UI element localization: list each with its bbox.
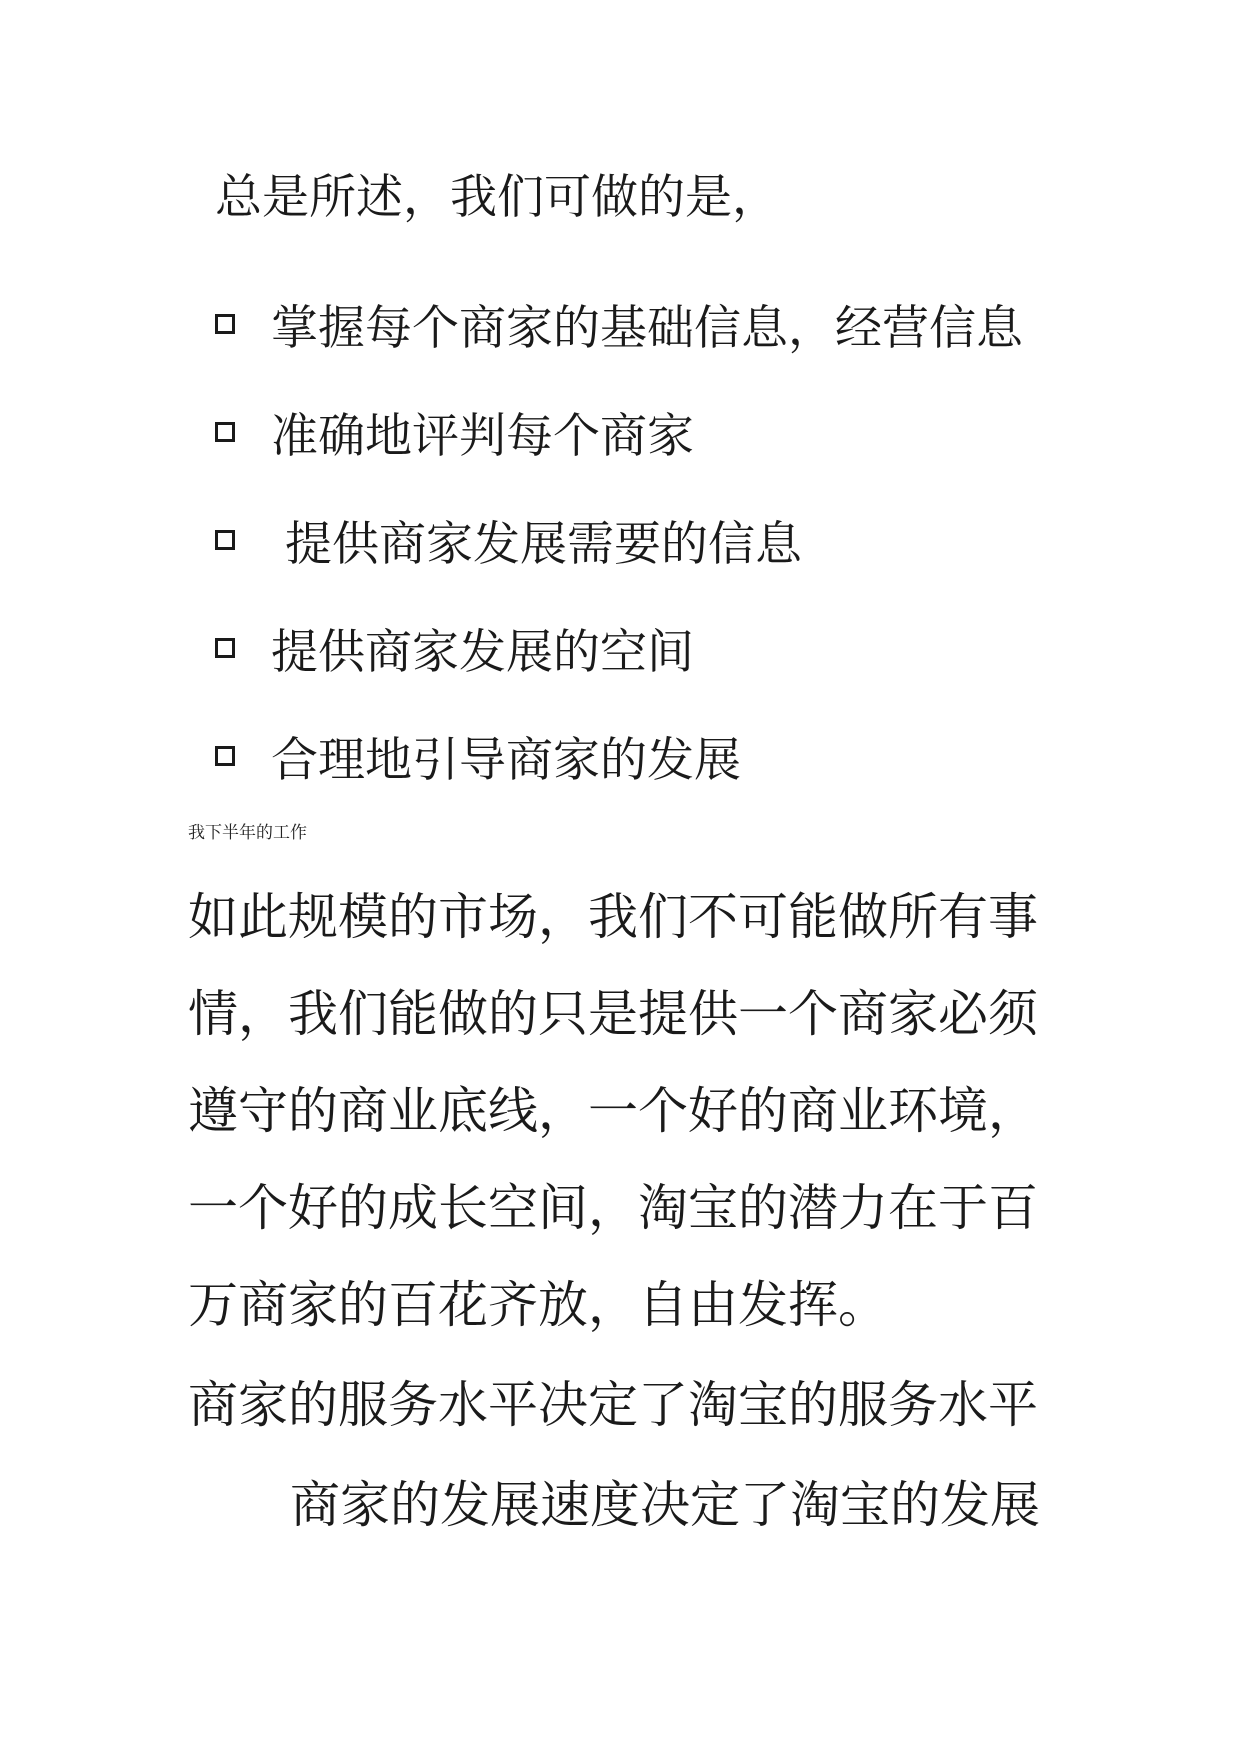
intro-heading: 总是所述，我们可做的是， [215,170,779,225]
paragraph-line: 如此规模的市场，我们不可能做所有事 [188,888,1038,946]
paragraph-line: 遵守的商业底线，一个好的商业环境， [188,1082,1038,1140]
section-caption: 我下半年的工作 [188,823,307,843]
bullet-text: 掌握每个商家的基础信息，经营信息 [271,300,1023,356]
list-item [215,270,1023,378]
list-item [215,378,1023,486]
bullet-list [215,270,1023,810]
list-item [215,486,1023,594]
paragraph-line: 情，我们能做的只是提供一个商家必须 [188,985,1038,1043]
bullet-text: 合理地引导商家的发展 [271,732,741,788]
square-bullet-icon [215,746,235,766]
bullet-text: 提供商家发展需要的信息 [285,516,802,572]
list-item [215,702,1023,810]
paragraph-line: 一个好的成长空间，淘宝的潜力在于百 [188,1179,1038,1237]
square-bullet-icon [215,530,235,550]
square-bullet-icon [215,314,235,334]
square-bullet-icon [215,638,235,658]
bullet-text: 提供商家发展的空间 [271,624,694,680]
statement-growth-speed: 商家的发展速度决定了淘宝的发展 [290,1476,1040,1534]
statement-service-level: 商家的服务水平决定了淘宝的服务水平 [188,1376,1038,1434]
paragraph-line: 万商家的百花齐放，自由发挥。 [188,1276,888,1334]
bullet-text: 准确地评判每个商家 [271,408,694,464]
body-paragraph [188,882,1068,1367]
list-item [215,594,1023,702]
square-bullet-icon [215,422,235,442]
